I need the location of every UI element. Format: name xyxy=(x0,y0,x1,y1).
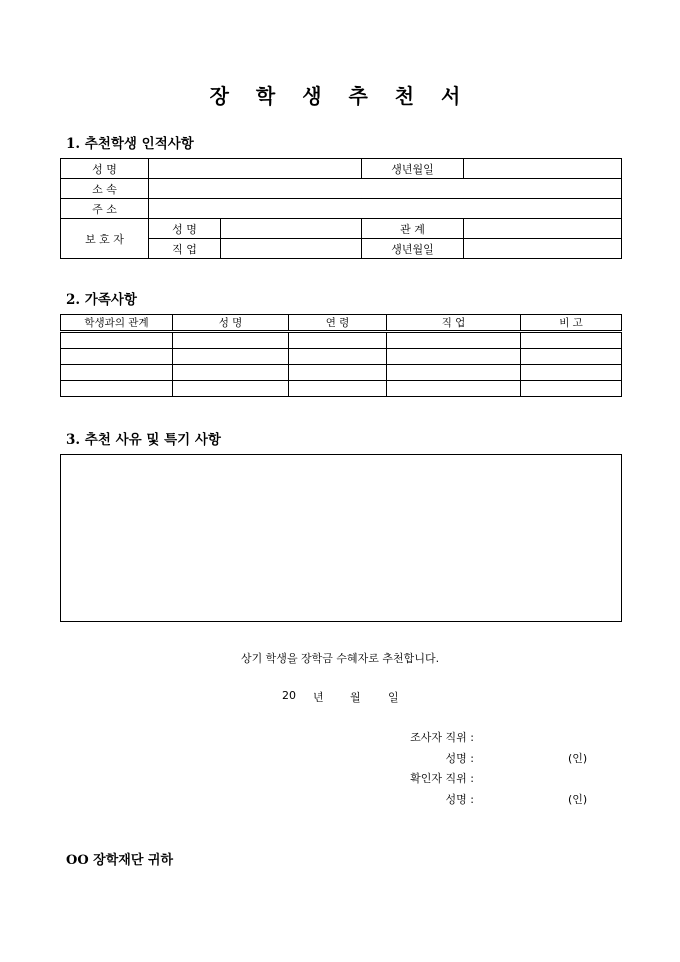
table-cell[interactable] xyxy=(173,332,289,349)
guardian-label: 보 호 자 xyxy=(61,219,149,259)
section2-heading: 2. 가족사항 xyxy=(66,292,137,308)
table-cell[interactable] xyxy=(173,349,289,365)
table-cell[interactable] xyxy=(289,381,387,397)
table-row xyxy=(61,332,622,349)
relation-field[interactable] xyxy=(464,219,622,239)
address-label: 주 소 xyxy=(61,199,149,219)
family-header-name: 성 명 xyxy=(173,315,289,332)
table-cell[interactable] xyxy=(61,365,173,381)
table-cell[interactable] xyxy=(289,349,387,365)
table-cell[interactable] xyxy=(387,349,521,365)
name-field[interactable] xyxy=(149,159,362,179)
table-cell[interactable] xyxy=(521,332,622,349)
birth-label: 생년월일 xyxy=(362,159,464,179)
occupation-field[interactable] xyxy=(221,239,362,259)
guardian-birth-label: 생년월일 xyxy=(362,239,464,259)
guardian-name-label: 성 명 xyxy=(149,219,221,239)
family-header-occupation: 직 업 xyxy=(387,315,521,332)
table-cell[interactable] xyxy=(61,381,173,397)
section3-heading: 3. 추천 사유 및 특기 사항 xyxy=(66,432,221,448)
family-header-relation: 학생과의 관계 xyxy=(61,315,173,332)
table-cell[interactable] xyxy=(521,365,622,381)
date-year-prefix: 20 xyxy=(282,689,296,702)
table-cell[interactable] xyxy=(521,381,622,397)
family-header-note: 비 고 xyxy=(521,315,622,332)
investigator-title: 조사자 직위 : xyxy=(410,731,474,744)
section1-heading: 1. 추천학생 인적사항 xyxy=(66,136,194,152)
table-cell[interactable] xyxy=(289,365,387,381)
verifier-seal: (인) xyxy=(568,793,588,806)
family-header-age: 연 령 xyxy=(289,315,387,332)
table-cell[interactable] xyxy=(173,381,289,397)
recommendation-reason-box[interactable] xyxy=(60,454,622,622)
family-table xyxy=(60,314,622,397)
investigator-name: 성명 : xyxy=(445,752,474,765)
table-cell[interactable] xyxy=(387,381,521,397)
affiliation-field[interactable] xyxy=(149,179,622,199)
verifier-name: 성명 : xyxy=(445,793,474,806)
table-cell[interactable] xyxy=(289,332,387,349)
table-row xyxy=(61,365,622,381)
guardian-birth-field[interactable] xyxy=(464,239,622,259)
address-field[interactable] xyxy=(149,199,622,219)
document-title: 장 학 생 추 천 서 xyxy=(209,84,471,108)
verifier-title: 확인자 직위 : xyxy=(410,772,474,785)
table-cell[interactable] xyxy=(521,349,622,365)
affiliation-label: 소 속 xyxy=(61,179,149,199)
addressee: OO 장학재단 귀하 xyxy=(66,853,174,868)
table-cell[interactable] xyxy=(387,332,521,349)
date-month: 월 xyxy=(350,691,361,704)
date-day: 일 xyxy=(388,691,399,704)
table-row xyxy=(61,381,622,397)
table-row xyxy=(61,349,622,365)
table-cell[interactable] xyxy=(61,349,173,365)
birth-field[interactable] xyxy=(464,159,622,179)
guardian-name-field[interactable] xyxy=(221,219,362,239)
table-cell[interactable] xyxy=(173,365,289,381)
recommendation-statement: 상기 학생을 장학금 수혜자로 추천합니다. xyxy=(240,652,440,665)
table-cell[interactable] xyxy=(61,332,173,349)
date-year: 년 xyxy=(313,691,324,704)
name-label: 성 명 xyxy=(61,159,149,179)
personal-info-table xyxy=(60,158,622,259)
occupation-label: 직 업 xyxy=(149,239,221,259)
table-cell[interactable] xyxy=(387,365,521,381)
investigator-seal: (인) xyxy=(568,752,588,765)
relation-label: 관 계 xyxy=(362,219,464,239)
